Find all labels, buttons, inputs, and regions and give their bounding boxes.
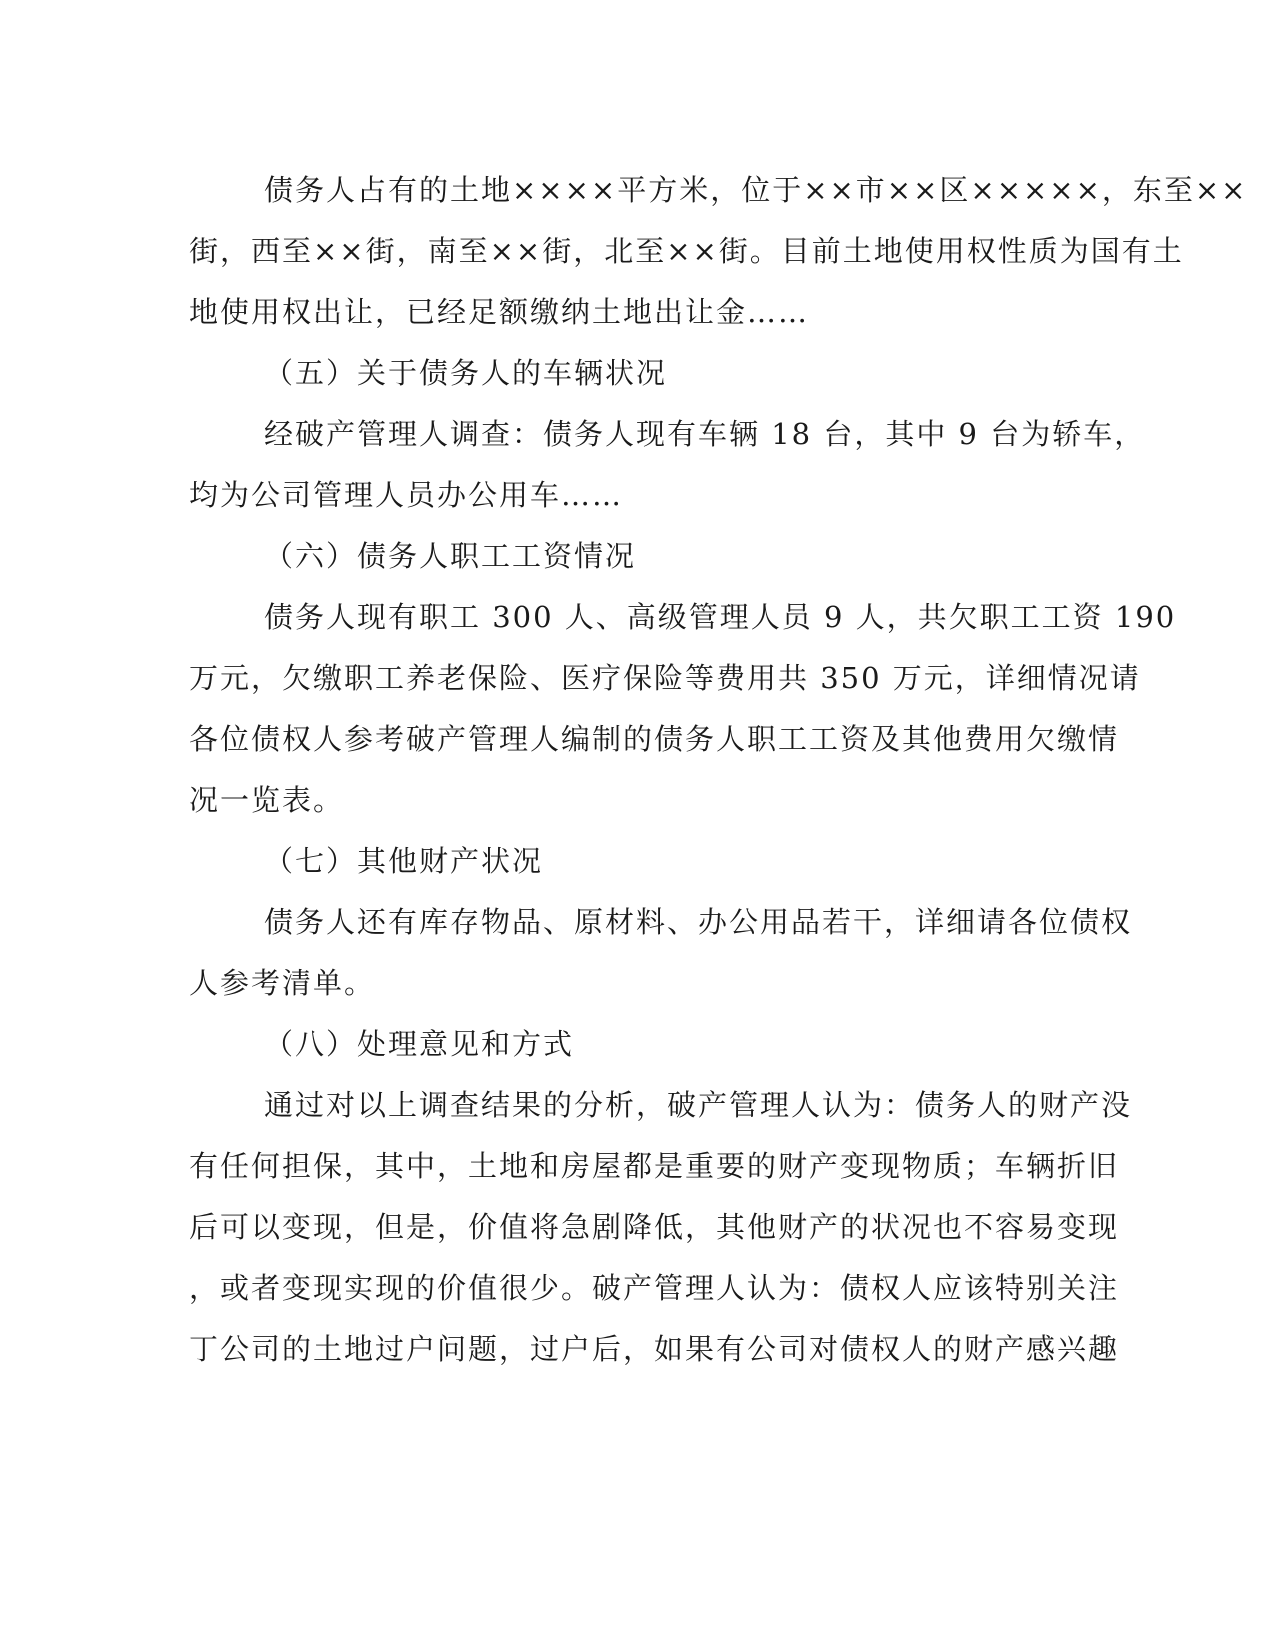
paragraph-line: 万元，欠缴职工养老保险、医疗保险等费用共 350 万元，详细情况请 — [189, 661, 1141, 695]
section-heading: （八）处理意见和方式 — [264, 1027, 575, 1061]
paragraph-line: 经破产管理人调查：债务人现有车辆 18 台，其中 9 台为轿车， — [264, 417, 1146, 451]
paragraph-line: 况一览表。 — [189, 783, 345, 817]
paragraph-line: ，或者变现实现的价值很少。破产管理人认为：债权人应该特别关注 — [189, 1271, 1120, 1305]
section-heading: （七）其他财产状况 — [264, 844, 544, 878]
section-heading: （六）债务人职工工资情况 — [264, 539, 637, 573]
paragraph-line: 债务人占有的土地××××平方米，位于××市××区×××××，东至×× — [264, 173, 1248, 207]
document-body — [189, 160, 1248, 1380]
paragraph-line: 均为公司管理人员办公用车…… — [189, 478, 624, 512]
paragraph-line: 有任何担保，其中，土地和房屋都是重要的财产变现物质；车辆折旧 — [189, 1149, 1120, 1183]
paragraph-line: 债务人现有职工 300 人、高级管理人员 9 人，共欠职工工资 190 — [264, 600, 1177, 634]
section-heading: （五）关于债务人的车辆状况 — [264, 356, 668, 390]
paragraph-line: 通过对以上调查结果的分析，破产管理人认为：债务人的财产没 — [264, 1088, 1133, 1122]
paragraph-line: 各位债权人参考破产管理人编制的债务人职工工资及其他费用欠缴情 — [189, 722, 1120, 756]
paragraph-line: 地使用权出让，已经足额缴纳土地出让金…… — [189, 295, 810, 329]
paragraph-line: 后可以变现，但是，价值将急剧降低，其他财产的状况也不容易变现 — [189, 1210, 1120, 1244]
paragraph-line: 人参考清单。 — [189, 966, 376, 1000]
paragraph-line: 街，西至××街，南至××街，北至××街。目前土地使用权性质为国有土 — [189, 234, 1184, 268]
paragraph-line: 丁公司的土地过户问题，过户后，如果有公司对债权人的财产感兴趣 — [189, 1332, 1120, 1366]
paragraph-line: 债务人还有库存物品、原材料、办公用品若干，详细请各位债权 — [264, 905, 1133, 939]
